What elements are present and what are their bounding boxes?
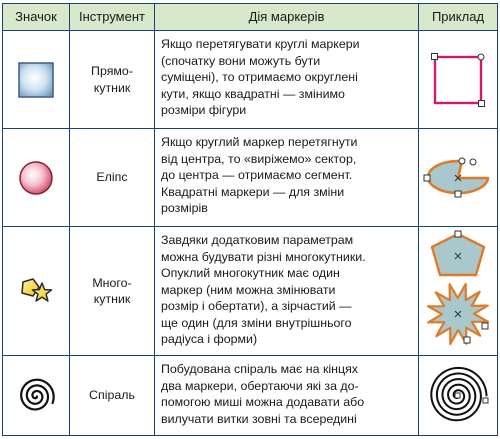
table-row xyxy=(3,356,498,436)
ellipse-example xyxy=(421,148,495,208)
spiral-example xyxy=(422,360,494,432)
polygon-example xyxy=(432,231,484,275)
ellipse-tool-icon xyxy=(16,158,56,198)
desc-line: від центра, то «виріжемо» сектор, xyxy=(161,151,357,166)
desc-line: Опуклий многокутник має один xyxy=(161,266,340,280)
header-action: Дія маркерів xyxy=(155,4,419,31)
desc-line: Побудована спіраль має на кінцях xyxy=(161,362,358,376)
table-row xyxy=(3,31,498,129)
tool-name-line: Прямо- xyxy=(91,64,133,78)
table-row xyxy=(3,227,498,356)
rectangle-example xyxy=(423,45,493,115)
tool-name-line: Много- xyxy=(92,275,132,290)
table-header-row xyxy=(3,4,498,31)
tool-name-line: Еліпс xyxy=(96,170,128,185)
tool-name-line: кутник xyxy=(93,80,131,95)
tool-name-line: кутник xyxy=(93,292,131,306)
polygon-star-example xyxy=(420,229,496,353)
desc-line: Якщо перетягувати круглі маркери xyxy=(161,37,360,51)
tool-name-line: Спіраль xyxy=(89,388,135,403)
table-row xyxy=(3,129,498,227)
desc-line: можна будувати різні многокутники. xyxy=(161,249,366,264)
desc-line: розмір і обертати), а зірчастий — xyxy=(161,299,352,313)
header-tool: Інструмент xyxy=(70,4,155,31)
rectangle-tool-icon xyxy=(16,60,56,100)
desc-line: розміри фігури xyxy=(161,103,247,117)
desc-line: Якщо круглий маркер перетягнути xyxy=(161,135,358,149)
desc-line: Завдяки додатковим параметрам xyxy=(161,233,354,247)
desc-line: радіуса і форми) xyxy=(161,332,258,346)
spiral-tool-icon xyxy=(14,374,58,418)
desc-line: (спочатку вони можуть бути xyxy=(161,53,321,68)
header-example: Приклад xyxy=(419,4,498,31)
desc-line: суміщені), то отримаємо округлені xyxy=(161,70,358,84)
desc-line: маркер (ним можна змінювати xyxy=(161,282,336,297)
header-icon: Значок xyxy=(3,4,70,31)
drawing-tools-table xyxy=(2,3,498,436)
star-polygon-tool-icon xyxy=(14,271,58,311)
desc-line: ще один (для зміни внутрішнього xyxy=(161,315,352,330)
desc-line: до центра — отримаємо сегмент. xyxy=(161,168,353,182)
desc-line: кути, якщо квадратні — змінимо xyxy=(161,86,345,101)
desc-line: два маркери, обертаючи які за до- xyxy=(161,378,359,393)
star-example xyxy=(428,284,488,344)
desc-line: Квадратні маркери — для зміни xyxy=(161,184,345,199)
desc-line: вилучати витки зовні та всередині xyxy=(161,411,357,426)
desc-line: помогою миші можна додавати або xyxy=(161,395,365,409)
desc-line: розмірів xyxy=(161,201,208,215)
